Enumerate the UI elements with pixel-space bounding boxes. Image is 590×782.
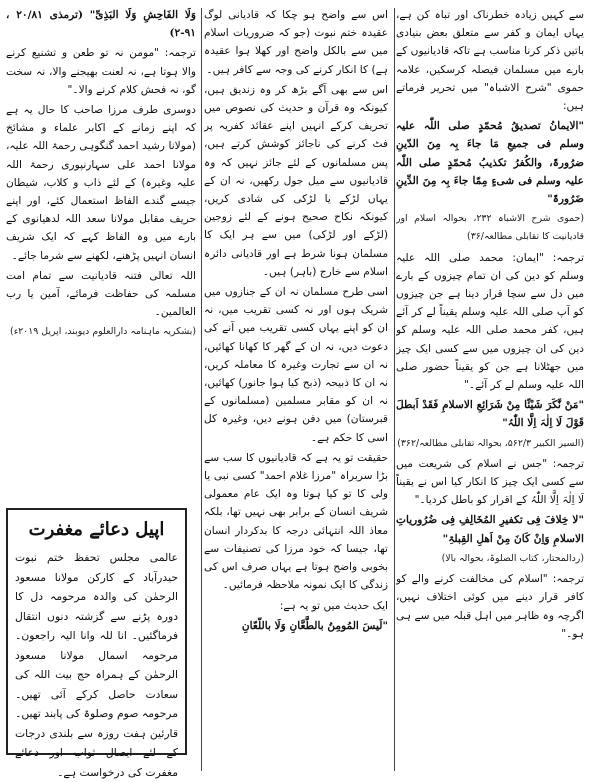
paragraph: حقیقت تو یہ ہے کہ قادیانیوں کا سب سے بڑا سربراہ "مرزا غلام احمد" کسی نبی یا ولی کا تو کیا ہوتا وہ ایک عام معمولی شریف انسان کے برابر بھی نہیں تھا، بلکہ معاذ اللہ انتہائی درجہ کا بدکردار انسان تھا، جیسا کہ خود مرزا کی تصنیفات سے بخوبی واضح ہوتا ہے یہاں صرف اس کی زندگی کا ایک نمونہ ملاحظہ فرمائیں۔ <box>204 451 388 592</box>
arabic-quote: "الایمانُ تصدیقُ مُحمّدٍ صلی اللّٰہ علیہ وسلم فی جمیعِ مَا جاءَ بِہ مِنَ الدّینِ ضرُورۃً، والکُفرُ تکذیبُ مُحمّدٍ صلی اللّٰہ علیہ وسلم فی شیءٍ مِمّا جاءَ بِہ مِنَ الدِّینِ ضَرُورۃً" <box>396 120 584 206</box>
arabic-quote: وَلَا الفَاحِشِ وَلَا البَذِیِّ" (ترمذی ۲۰/۸۱ ، ۹۱-۲) <box>6 9 196 40</box>
arabic-quote: "مَنْ نَّکَرَ شَیْئًا مِنْ شَرَائِعِ الاسلامِ فَقَدْ اَبطلَ قَوْلَ لَا اِلٰہَ اِلَّا اللّٰہُ" <box>396 399 584 430</box>
column-right <box>396 6 584 775</box>
paragraph: اللہ تعالی فتنہ قادیانیت سے تمام امت مسلمہ کی حفاظت فرمائے، آمین یا رب العالمین۔ <box>6 269 196 319</box>
column-divider <box>201 8 202 771</box>
appeal-notice-box <box>6 508 187 779</box>
translation: ترجمہ: "مومن نہ تو طعن و تشنیع کرنے والا ہوتا ہے، نہ لعنت بھیجنے والا، نہ سخت گو، نہ فحش کلام کرنے والا۔" <box>6 47 196 96</box>
paragraph: اسی طرح مسلمان نہ ان کے جنازوں میں شریک ہوں اور نہ کسی تقریب میں، نہ ان کو اپنے یہاں کسی تقریب میں آنے کی دعوت دیں، نہ ان کے گھر کا کھانا کھائیں، نہ ان سے تجارت وغیرہ کا معاملہ کریں، نہ ان کا ذبیحہ (ذبح کیا ہوا جانور) کھائیں، نہ ان کو مقابر مسلمین (مسلمانوں کے قبرستان) میں دفن ہونے دیں، وغیرہ کل اسی کا حکم ہے۔ <box>204 286 388 444</box>
column-left <box>6 6 196 504</box>
paragraph: اس سے واضح ہو چکا کہ قادیانی لوگ عقیدہ ختم نبوت (جو کہ ضروریات اسلام میں سے بالکل واضح اور کھلا ہوا عقیدہ ہے) کا انکار کرنے کی وجہ سے کافر ہیں۔ <box>204 9 388 76</box>
translation: ترجمہ: "اسلام کی مخالفت کرنے والے کو کافر قرار دینے میں کوئی اختلاف نہیں، اگرچہ وہ ظاہر میں اہل قبلہ میں سے ہی ہو۔" <box>396 573 584 640</box>
paragraph: اس سے بھی آگے بڑھ کر وہ زندیق ہیں، کیونکہ وہ قرآن و حدیث کی نصوص میں تحریف کرکے انہیں اپنے عقائد کفریہ پر فٹ کرنے کی ناجائز کوشش کرتے ہیں، پس مسلمانوں کے لئے جائز نہیں کہ وہ قادیانیوں سے میل جول رکھیں، نہ ان کے یہاں لڑکے یا لڑکی کی شادی کریں، کیونکہ نکاح صحیح ہونے کے لئے زوجین (لڑکے اور لڑکی) میں سے ہر ایک کا مسلمان ہونا شرط ہے اور قادیانی دائرہ اسلام سے خارج (باہر) ہیں۔ <box>204 83 388 278</box>
paragraph: دوسری طرف مرزا صاحب کا حال یہ ہے کہ اپنے زمانے کے اکابر علماء و مشائخ (مولانا رشید احمد گنگوہی رحمۃ اللہ علیہ، مولانا احمد علی سہارنپوری رحمۃ اللہ علیہ وغیرہ) کے لئے ذاب و کلاب، شیطان جیسے گندے الفاظ استعمال کئے، اور اپنے حریف مقابل مولانا سعد اللہ لدھیانوی کے بارے میں وہ الفاظ کہے کہ ایک شریف انسان انہیں پڑھنے، لکھنے سے شرما جائے۔ <box>6 104 196 262</box>
citation: (السیر الکبیر ۵۶۲/۳، بحوالہ تقابلی مطالعہ/۳۶۲) <box>397 437 584 449</box>
citation: (حموی شرح الاشباہ ۲۳۲، بحوالہ اسلام اور قادیانیت کا تقابلی مطالعہ/۳۶) <box>396 213 584 243</box>
translation: ترجمہ: "جس نے اسلام کی شریعت میں سے کسی ایک چیز کا انکار کیا اس نے یقیناً لَا اِلٰہَ اِلَّا اللّٰہُ کے اقرار کو باطل کردیا۔" <box>396 457 584 507</box>
citation: (بشکریہ ماہنامہ دارالعلوم دیوبند، اپریل ۲۰۱۹ء) <box>10 326 196 338</box>
paragraph: ایک حدیث میں تو یہ ہے: <box>279 599 388 612</box>
translation: ترجمہ: "ایمان: محمد صلی اللہ علیہ وسلم کو دین کی ان تمام چیزوں کے بارے میں دل سے سچا قرار دینا ہے جن چیزوں کو آپ صلی اللہ علیہ وسلم یقیناً لے کر آئے ہیں، کفر محمد صلی اللہ علیہ وسلم کو دین کی ان چیزوں میں سے کسی ایک چیز میں جھٹلانا ہے جن کو یقیناً حضور صلی اللہ علیہ وسلم لے کر آئے۔" <box>396 251 584 392</box>
paragraph: سے کہیں زیادہ خطرناک اور تباہ کن ہے، یہاں ایمان و کفر سے متعلق بعض بنیادی باتیں ذکر کرنا مناسب ہے تاکہ قادیانیوں کے بارے میں مسلمان فیصلہ کرسکیں، علامہ حموی "شرح الاشباہ" میں تحریر فرماتے ہیں: <box>396 9 584 113</box>
notice-body: عالمی مجلس تحفظ ختم نبوت حیدرآباد کے کارکن مولانا مسعود الرحمٰن کی والدہ مرحومہ دل کا دورہ پڑنے سے گزشتہ دنوں انتقال فرماگئیں۔ انا للہ وانا الیہ راجعون۔ مرحومہ اسمال مولانا مسعود الرحمٰن کے ہمراہ حج بیت اللہ کی سعادت حاصل کرکے آئی تھیں۔ مرحومہ صوم وصلوۃ کی پابند تھیں۔ قارئین ہفت روزہ سے بلندی درجات کے لئے ایصال ثواب اور دعائے مغفرت کی درخواست ہے۔ <box>15 551 178 779</box>
column-middle <box>204 6 388 775</box>
citation: (ردالمحتار، کتاب الصلوۃ، بحوالہ بالا) <box>441 552 584 564</box>
arabic-quote: "لَیسَ المُومِنُ بالطَّعَّانِ وَلَا باللّعّانِ <box>241 619 388 632</box>
arabic-quote: "لا خِلافَ فِی تکفیرِ المُخَالِفِ فِی ضُرُوریاتِ الاسلامِ وَاِنْ کَانَ مِنْ اَھلِ القِبلۃِ" <box>396 514 584 545</box>
notice-title: اپیل دعائے مغفرت <box>28 519 165 540</box>
column-divider <box>394 8 395 771</box>
